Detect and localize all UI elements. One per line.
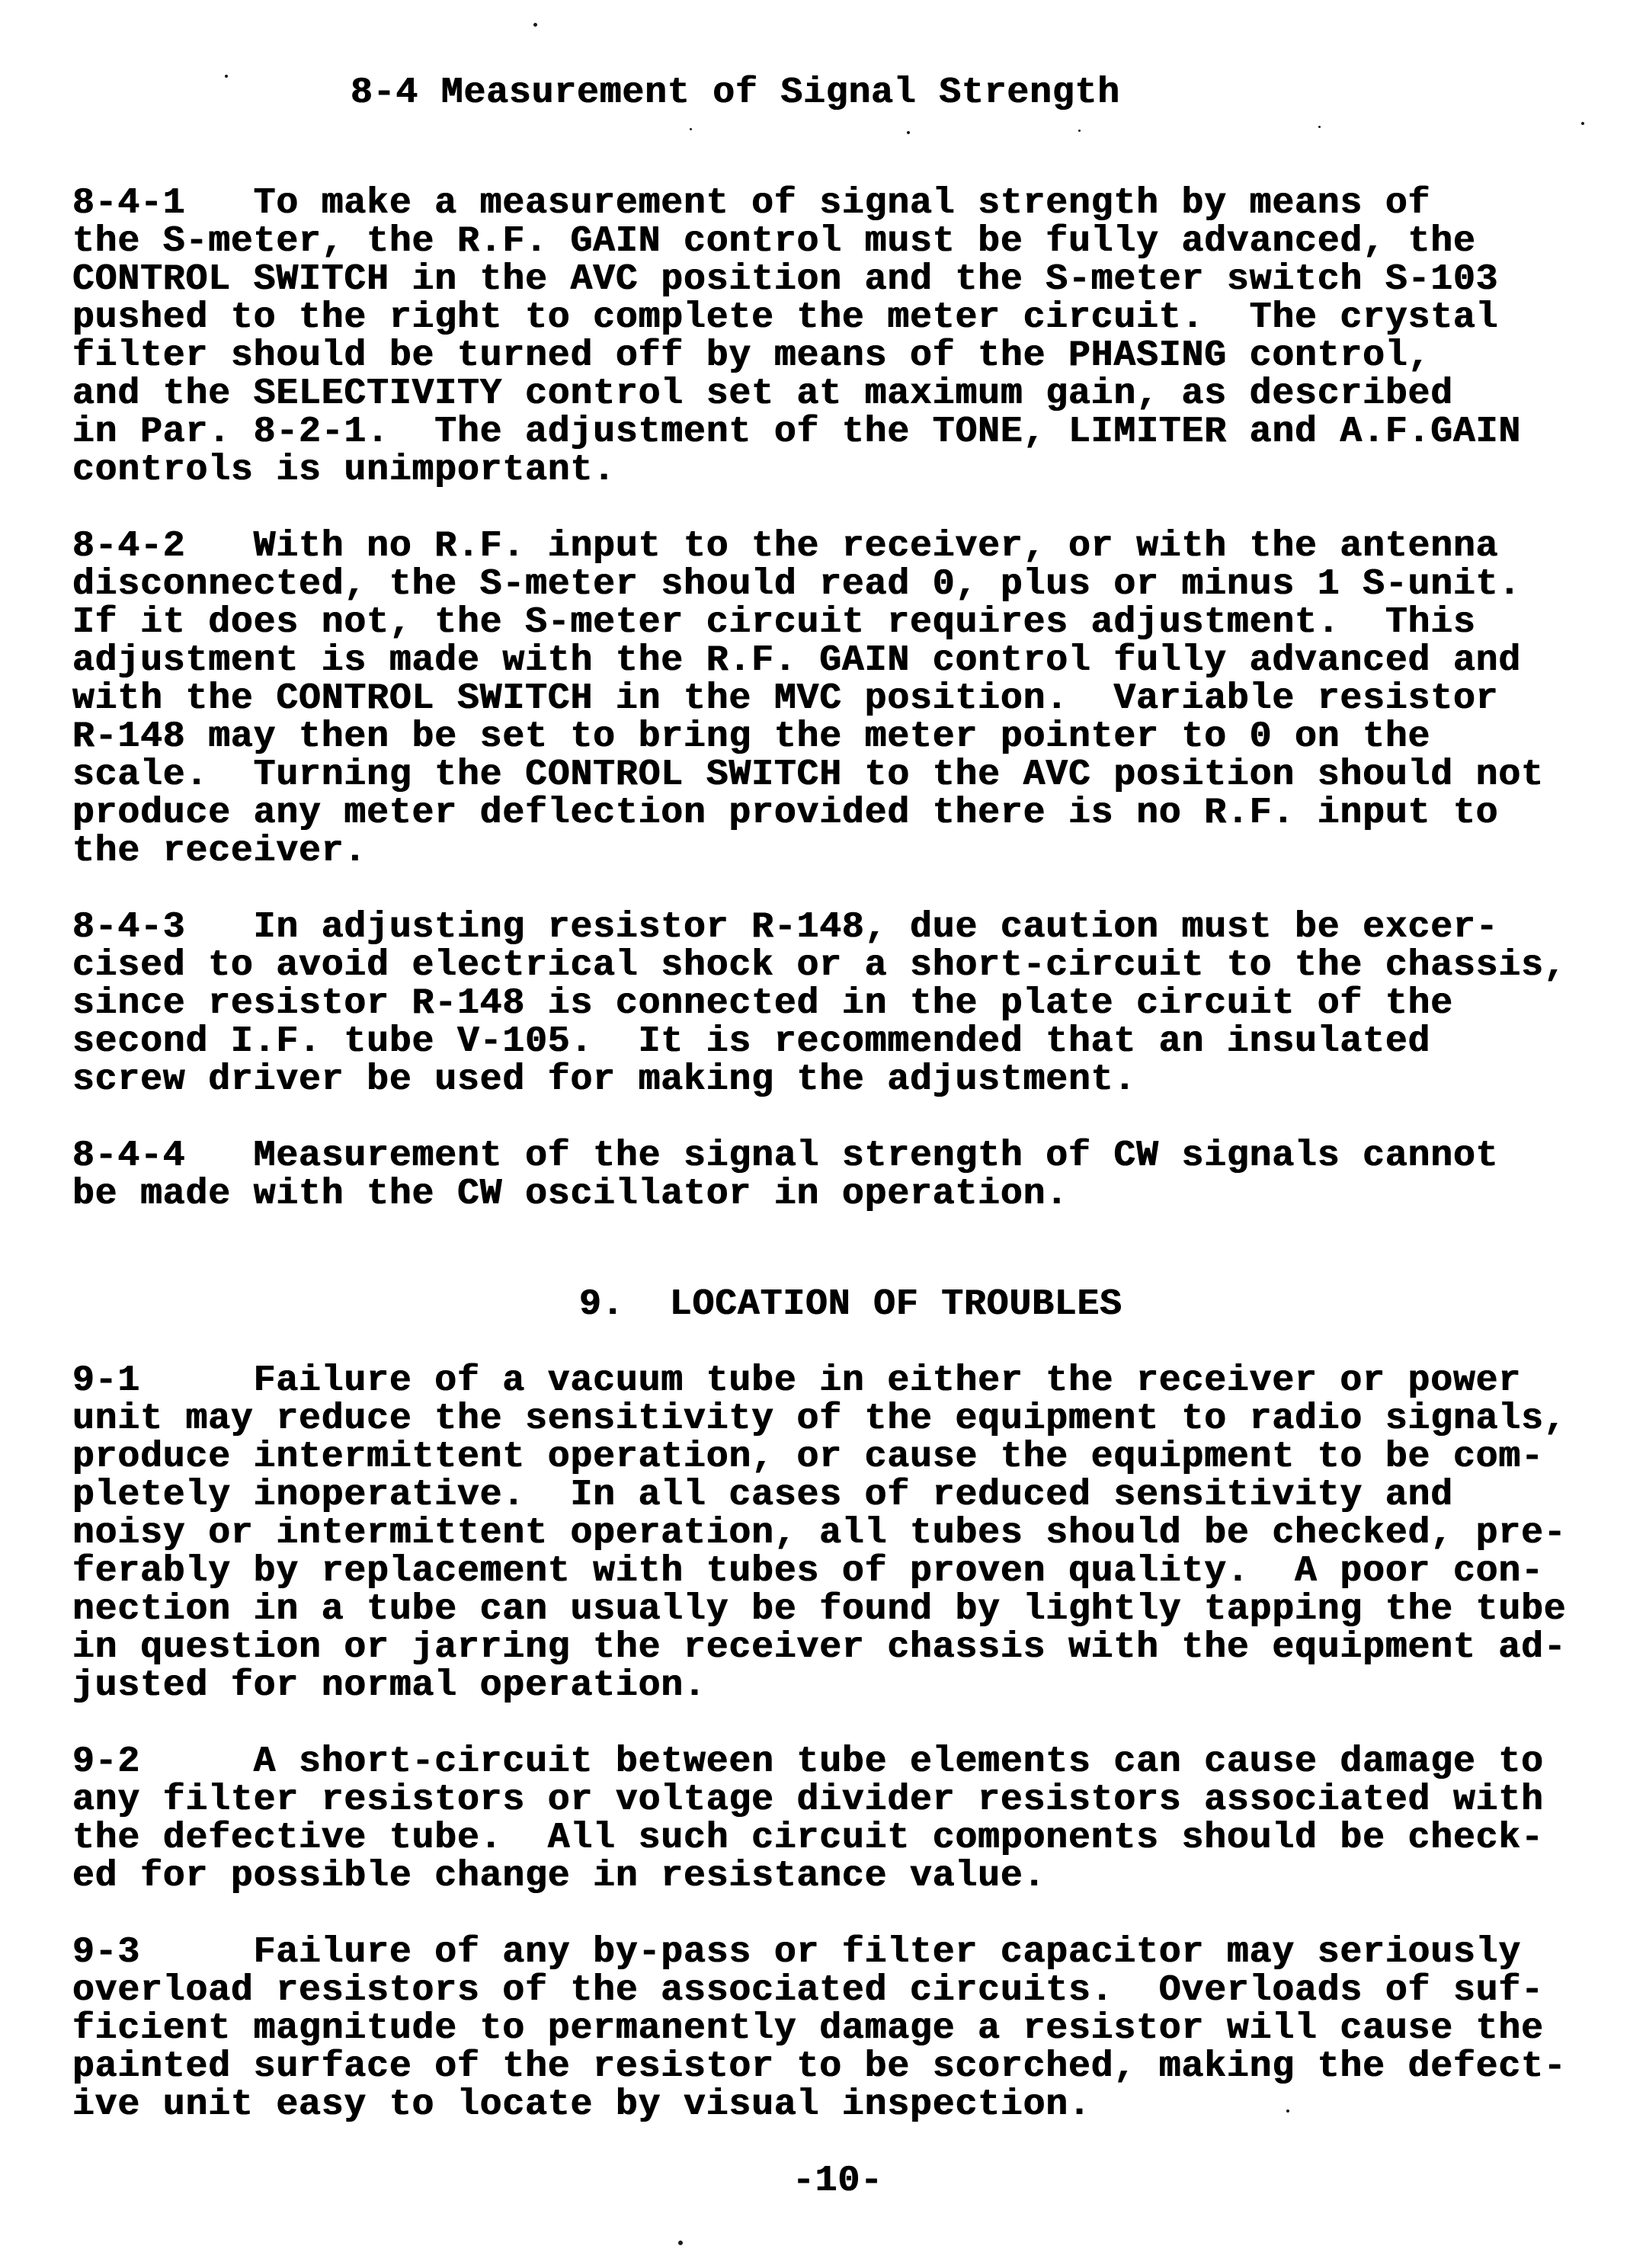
paragraph-8-4-1 [72,184,1616,489]
text-line: the defective tube. All such circuit components should be check- [72,1818,1544,1859]
text-line: ed for possible change in resistance value. [72,1856,1046,1897]
text-line: the receiver. [72,831,367,872]
scan-speck [533,23,537,27]
text-line: the S-meter, the R.F. GAIN control must be fully advanced, the [72,221,1476,262]
text-line: 9-3 Failure of any by-pass or filter capacitor may seriously [72,1932,1522,1973]
text-line: unit may reduce the sensitivity of the equipment to radio signals, [72,1398,1567,1440]
text-line: 9-2 A short-circuit between tube elements can cause damage to [72,1741,1544,1783]
section-9-heading: 9. LOCATION OF TROUBLES [579,1284,1122,1325]
text-line: ive unit easy to locate by visual inspection. [72,2084,1091,2125]
text-line: and the SELECTIVITY control set at maximum gain, as described [72,373,1453,415]
page-number: -10- [793,2161,883,2202]
text-line: controls is unimportant. [72,450,616,491]
text-line: overload resistors of the associated circuits. Overloads of suf- [72,1970,1544,2011]
scan-speck [690,128,692,130]
text-line: nection in a tube can usually be found by lightly tapping the tube [72,1589,1567,1630]
paragraph-9-3 [72,1933,1616,2124]
scan-speck [678,2241,683,2245]
text-line: filter should be turned off by means of the PHASING control, [72,335,1431,376]
paragraph-8-4-2 [72,527,1616,870]
paragraph-8-4-4 [72,1137,1616,1213]
text-line: be made with the CW oscillator in operation. [72,1174,1069,1215]
text-line: ficient magnitude to permanently damage a resistor will cause the [72,2008,1544,2049]
text-line: produce any meter deflection provided there is no R.F. input to [72,793,1499,834]
paragraph-9-1 [72,1362,1616,1705]
text-line: disconnected, the S-meter should read 0, plus or minus 1 S-unit. [72,564,1522,605]
text-line: noisy or intermittent operation, all tubes should be checked, pre- [72,1513,1567,1554]
text-line: painted surface of the resistor to be scorched, making the defect- [72,2046,1567,2087]
text-line: second I.F. tube V-105. It is recommended that an insulated [72,1021,1431,1062]
text-line: 8-4-3 In adjusting resistor R-148, due caution must be excer- [72,907,1499,948]
text-line: justed for normal operation. [72,1665,706,1706]
scan-speck [1581,122,1584,125]
text-line: scale. Turning the CONTROL SWITCH to the AVC position should not [72,754,1544,796]
text-line: with the CONTROL SWITCH in the MVC position. Variable resistor [72,678,1499,719]
text-line: adjustment is made with the R.F. GAIN control fully advanced and [72,640,1522,681]
text-line: pushed to the right to complete the meter circuit. The crystal [72,297,1499,338]
text-line: 8-4-2 With no R.F. input to the receiver, or with the antenna [72,526,1499,567]
paragraph-9-2 [72,1743,1616,1895]
paragraph-8-4-3 [72,908,1616,1099]
text-line: 9-1 Failure of a vacuum tube in either the receiver or power [72,1360,1522,1401]
text-line: ferably by replacement with tubes of proven quality. A poor con- [72,1551,1544,1592]
scan-speck [1078,130,1081,132]
text-line: If it does not, the S-meter circuit requires adjustment. This [72,602,1476,643]
text-line: produce intermittent operation, or cause the equipment to be com- [72,1437,1544,1478]
scan-speck [907,131,910,134]
text-line: cised to avoid electrical shock or a short-circuit to the chassis, [72,945,1567,986]
scan-speck [1318,126,1321,128]
section-8-4-title: 8-4 Measurement of Signal Strength [351,72,1120,114]
text-line: 8-4-1 To make a measurement of signal strength by means of [72,183,1431,224]
text-line: R-148 may then be set to bring the meter pointer to 0 on the [72,716,1431,758]
text-line: 8-4-4 Measurement of the signal strength of CW signals cannot [72,1136,1499,1177]
text-line: screw driver be used for making the adjustment. [72,1059,1137,1100]
text-line: pletely inoperative. In all cases of reduced sensitivity and [72,1475,1453,1516]
text-line: in question or jarring the receiver chassis with the equipment ad- [72,1627,1567,1668]
text-line: in Par. 8-2-1. The adjustment of the TONE, LIMITER and A.F.GAIN [72,412,1522,453]
scan-speck [225,75,228,78]
text-line: any filter resistors or voltage divider resistors associated with [72,1779,1544,1821]
scan-speck [1286,2109,1289,2113]
text-line: since resistor R-148 is connected in the plate circuit of the [72,983,1453,1024]
text-line: CONTROL SWITCH in the AVC position and the S-meter switch S-103 [72,259,1499,300]
